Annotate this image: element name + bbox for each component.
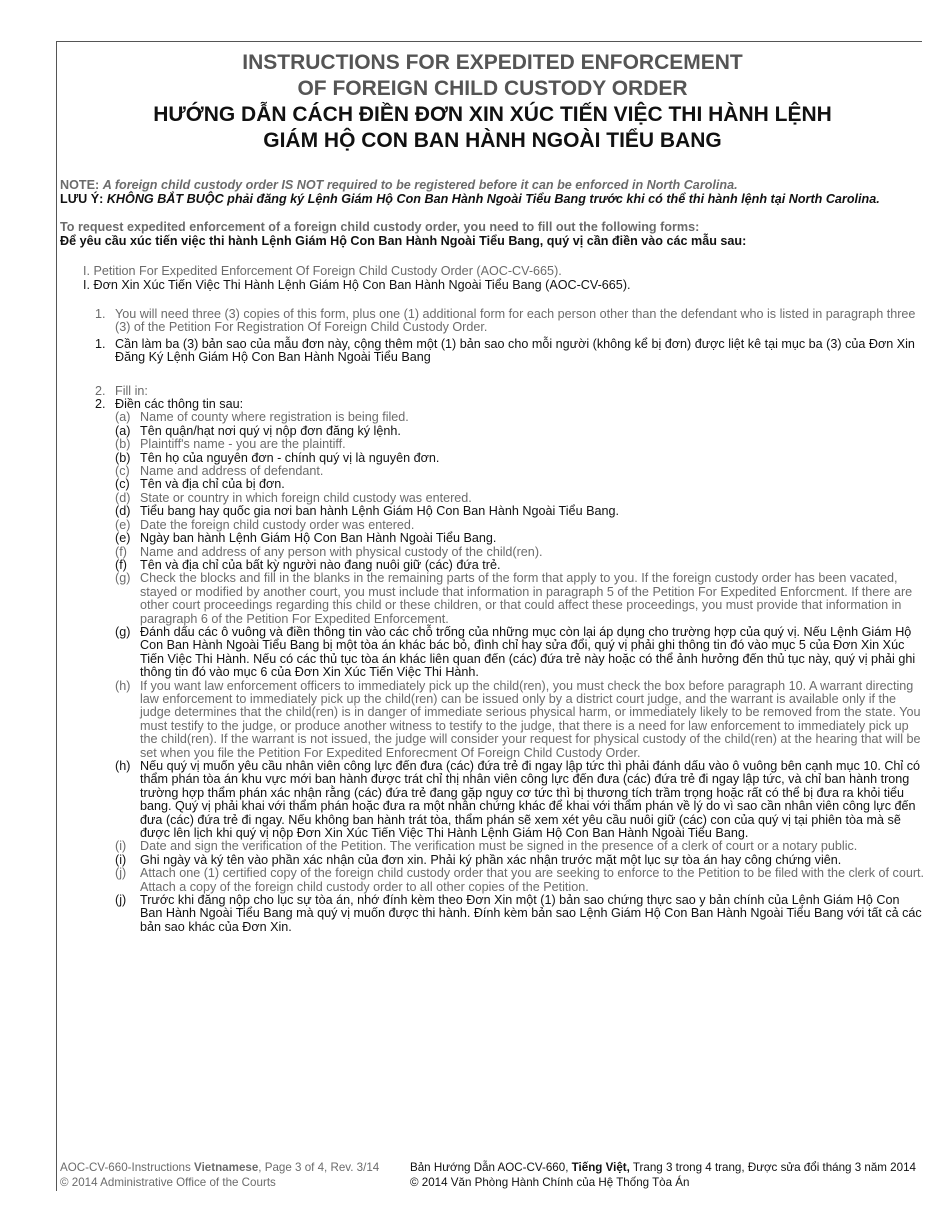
- request-vi: Để yêu cầu xúc tiến việc thi hành Lệnh Giám Hộ Con Ban Hành Ngoài Tiểu Bang, quý vị cần điền vào các mẫu sau:: [60, 234, 747, 248]
- sub-vi: Nếu quý vị muốn yêu cầu nhân viên công lực đến đưa (các) đứa trẻ đi ngay lập tức thì phải đánh dấu vào ô vuông bên cạnh mục 10. Chỉ có thẩm phán tòa án khu vực mới ban hành được trát chỉ thị nhân viên công lực đến đưa (các) đứa trẻ đi ngay lập tức, và chỉ ban hành trong trường hợp thẩm phán xác nhận rằng (các) đứa trẻ đang gặp nguy cơ tức thì bị thương tích trầm trọng hoặc rất có thể bị đưa ra khỏi tiểu bang. Quý vị phải khai với thẩm phán hoặc đưa ra một nhân chứng khác để khai với thẩm phán về lý do vì sao cần nhân viên công lực đến đưa (các) đứa trẻ đi ngay. Nếu không ban hành trát tòa, thẩm phán sẽ xem xét yêu cầu nuôi giữ (các) con của quý vị tại phiên tòa mà sẽ được lên lịch khi quý vị nộp Đơn Xin Xúc Tiến Việc Thi Hành Lệnh Giám Hộ Con Ban Hành Ngoài Tiểu Bang.: [140, 759, 921, 841]
- sub-vi: Tiểu bang hay quốc gia nơi ban hành Lệnh Giám Hộ Con Ban Hành Ngoài Tiểu Bang.: [140, 504, 619, 519]
- sub-letter: (b): [115, 437, 131, 452]
- list-item: [115, 465, 925, 492]
- list-item: [115, 572, 925, 679]
- sub-letter: (f): [115, 544, 127, 559]
- section-heading: [83, 264, 925, 292]
- footer-vi-prefix: Bản Hướng Dẫn AOC-CV-660,: [410, 1161, 569, 1174]
- sub-item-list: [115, 411, 925, 934]
- footer-page-info: , Page 3 of 4, Rev. 3/14: [258, 1161, 380, 1174]
- sub-en: Name and address of any person with physical custody of the child(ren).: [140, 544, 543, 559]
- footer-vi-language: Tiếng Việt,: [571, 1161, 630, 1174]
- footer-en: [60, 1160, 405, 1190]
- item1-num-en: 1.: [95, 307, 106, 321]
- sub-letter: (e): [115, 531, 131, 546]
- sub-letter: (a): [115, 423, 131, 438]
- list-item: [115, 840, 925, 867]
- sub-en: State or country in which foreign child custody was entered.: [140, 490, 472, 505]
- list-item: [115, 546, 925, 573]
- list-item: [115, 680, 925, 841]
- numbered-item-1: [95, 308, 925, 365]
- item2-en: Fill in:: [115, 383, 148, 398]
- sub-vi: Đánh dấu các ô vuông và điền thông tin vào các chỗ trống của những mục còn lại áp dụng cho trường hợp của quý vị. Nếu Lệnh Giám Hộ Con Ban Hành Ngoài Tiểu Bang bị một tòa án khác bác bỏ, đình chỉ hay sửa đổi, quý vị phải ghi thông tin đó vào mục 5 của Đơn Xin Xúc Tiến Việc Thi Hành. Nếu có các thủ tục tòa án khác liên quan đến (các) đứa trẻ này hoặc có thể ảnh hưởng đến thủ tục này, quý vị phải ghi thông tin đó vào mục 6 của Đơn Xin Xúc Tiến Việc Thi Hành.: [140, 624, 916, 680]
- item1-num-vi: 1.: [95, 336, 106, 351]
- sub-letter: (c): [115, 477, 130, 492]
- page-border-left: [56, 41, 57, 1191]
- title-vi-line2: GIÁM HỘ CON BAN HÀNH NGOÀI TIỂU BANG: [263, 129, 722, 152]
- request-block: [60, 220, 925, 248]
- sub-vi: Tên và địa chỉ của bất kỳ người nào đang nuôi giữ (các) đứa trẻ.: [140, 557, 501, 572]
- document-title: [60, 50, 925, 154]
- request-en: To request expedited enforcement of a foreign child custody order, you need to fill out the following forms:: [60, 220, 700, 234]
- sub-letter: (j): [115, 866, 127, 881]
- note-block: [60, 178, 925, 206]
- sub-letter: (d): [115, 504, 131, 519]
- sub-letter: (e): [115, 517, 131, 532]
- sub-vi: Ngày ban hành Lệnh Giám Hộ Con Ban Hành Ngoài Tiểu Bang.: [140, 531, 497, 546]
- sub-letter: (h): [115, 678, 131, 693]
- page-border-top: [56, 41, 922, 42]
- list-item: [115, 867, 925, 934]
- sub-vi: Trước khi đăng nộp cho lục sự tòa án, nhớ đính kèm theo Đơn Xin một (1) bản sao chứng thực sao y bản chính của Lệnh Giám Hộ Con Ban Hành Ngoài Tiểu Bang mà quý vị muốn được thi hành. Đính kèm bản sao Lệnh Giám Hộ Con Ban Hành Ngoài Tiểu Bang với tất cả các bản sao khác của Đơn Xin.: [140, 893, 922, 934]
- section-vi: I. Đơn Xin Xúc Tiến Việc Thi Hành Lệnh Giám Hộ Con Ban Hành Ngoài Tiểu Bang (AOC-CV-665).: [83, 278, 631, 292]
- footer-copyright-vi: © 2014 Văn Phòng Hành Chính của Hệ Thống Tòa Án: [410, 1176, 690, 1189]
- footer-vi: [410, 1160, 930, 1190]
- list-item: [115, 438, 925, 465]
- item2-num-en: 2.: [95, 383, 106, 398]
- footer-copyright-en: © 2014 Administrative Office of the Courts: [60, 1176, 276, 1189]
- title-en-line2: OF FOREIGN CHILD CUSTODY ORDER: [297, 77, 688, 100]
- sub-letter: (b): [115, 450, 131, 465]
- sub-letter: (h): [115, 759, 131, 773]
- sub-letter: (g): [115, 624, 131, 639]
- note-vi-text: KHÔNG BẮT BUỘC phải đăng ký Lệnh Giám Hộ Con Ban Hành Ngoài Tiểu Bang trước khi có thể thi hành lệnh tại North Carolina.: [106, 192, 880, 206]
- sub-en: Plaintiff's name - you are the plaintiff.: [140, 437, 346, 452]
- title-vi-line1: HƯỚNG DẪN CÁCH ĐIỀN ĐƠN XIN XÚC TIẾN VIỆC THI HÀNH LỆNH: [153, 103, 832, 126]
- sub-vi: Tên và địa chỉ của bị đơn.: [140, 477, 285, 492]
- sub-letter: (a): [115, 410, 131, 425]
- footer-language: Vietnamese: [194, 1161, 259, 1174]
- sub-vi: Tên quận/hạt nơi quý vị nộp đơn đăng ký lệnh.: [140, 423, 401, 438]
- sub-letter: (i): [115, 839, 127, 854]
- sub-letter: (g): [115, 571, 131, 586]
- footer-form-id: AOC-CV-660-Instructions: [60, 1161, 191, 1174]
- note-en-text: A foreign child custody order IS NOT required to be registered before it can be enforced in North Carolina.: [102, 178, 738, 192]
- item1-en: You will need three (3) copies of this form, plus one (1) additional form for each person other than the defendant who is listed in paragraph three (3) of the Petition For Registration Of Foreign Child Custody Order.: [115, 307, 916, 335]
- title-en-line1: INSTRUCTIONS FOR EXPEDITED ENFORCEMENT: [242, 51, 743, 74]
- list-item: [115, 519, 925, 546]
- sub-en: Name and address of defendant.: [140, 464, 324, 479]
- sub-vi: Ghi ngày và ký tên vào phần xác nhận của đơn xin. Phải ký phần xác nhận trước mặt một lục sự tòa án hay công chứng viên.: [140, 852, 842, 867]
- list-item: [115, 411, 925, 438]
- sub-en: Check the blocks and fill in the blanks in the remaining parts of the form that apply to you. If the foreign custody order has been vacated, stayed or modified by another court, you must include that information in paragraph 5 of the Petition For Expedited Enforcment. If there are other court proceedings regarding this child or these children, or that could affect these proceedings, you must provide that information in paragraph 6 of the Petition For Expedited Enforcement.: [140, 571, 913, 626]
- note-vi-label: LƯU Ý:: [60, 192, 104, 206]
- sub-letter: (d): [115, 490, 131, 505]
- section-en: I. Petition For Expedited Enforcement Of Foreign Child Custody Order (AOC-CV-665).: [83, 264, 562, 278]
- numbered-item-2: [95, 385, 925, 412]
- footer-vi-page-info: Trang 3 trong 4 trang, Được sửa đổi tháng 3 năm 2014: [632, 1161, 916, 1174]
- sub-en: If you want law enforcement officers to immediately pick up the child(ren), you must check the box before paragraph 10. A warrant directing law enforcement to immediately pick up the child(ren) can be issued only by a district court judge, and the warrant is available only if the judge determines that the child(ren) is in danger of immediate serious physical harm, or immediately likely to be removed from the state. You must testify to the judge, or produce another witness to testify to the judge, that there is a need for law enforcement to immediately pick up the child(ren). If the warrant is not issued, the judge will consider your request for physical custody of the child(ren) at the hearing that will be set when you file the Petition For Expedited Enforecment Of Foreign Child Custody Order.: [140, 678, 921, 760]
- list-item: [115, 492, 925, 519]
- sub-en: Date the foreign child custody order was entered.: [140, 517, 415, 532]
- sub-en: Date and sign the verification of the Petition. The verification must be signed in the presence of a clerk of court or a notary public.: [140, 839, 858, 854]
- item1-vi: Cần làm ba (3) bản sao của mẫu đơn này, cộng thêm một (1) bản sao cho mỗi người (không kể bị đơn) được liệt kê tại mục ba (3) của Đơn Xin Đăng Ký Lệnh Giám Hộ Con Ban Hành Ngoài Tiểu Bang: [115, 336, 915, 365]
- sub-en: Attach one (1) certified copy of the foreign child custody order that you are seeking to enforce to the Petition to be filed with the clerk of court. Attach a copy of the foreign child custody order to all other copies of the Petition.: [140, 866, 925, 894]
- document-page: [60, 50, 925, 934]
- note-en-label: NOTE:: [60, 178, 100, 192]
- item2-num-vi: 2.: [95, 397, 106, 412]
- item2-vi: Điền các thông tin sau:: [115, 397, 244, 412]
- sub-vi: Tên họ của nguyên đơn - chính quý vị là nguyên đơn.: [140, 450, 440, 465]
- sub-letter: (j): [115, 893, 127, 908]
- sub-letter: (c): [115, 464, 130, 479]
- sub-letter: (i): [115, 852, 127, 867]
- sub-en: Name of county where registration is being filed.: [140, 410, 409, 425]
- sub-letter: (f): [115, 557, 127, 572]
